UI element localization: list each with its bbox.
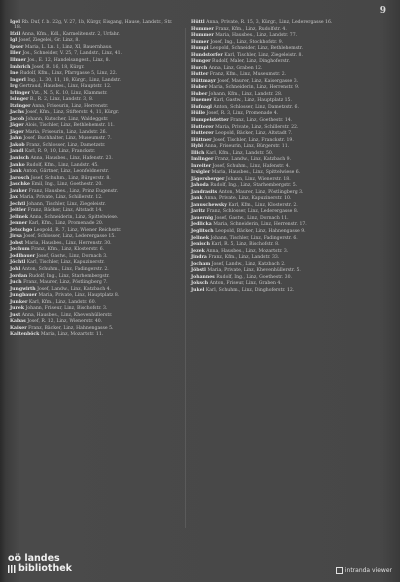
entry-text: Josef, Landw., Linz, Katzbach 2. bbox=[211, 261, 286, 267]
entry-name: Humer bbox=[191, 39, 209, 45]
directory-entry bbox=[191, 66, 386, 71]
directory-entry bbox=[191, 242, 386, 247]
directory-entry bbox=[10, 97, 180, 102]
entry-text: Maria, Linz, Mozartstr. 11. bbox=[40, 332, 104, 338]
directory-entry bbox=[191, 72, 386, 77]
entry-text: Karl, Schuhm., Linz, Dinghoferstr. 12. bbox=[205, 287, 295, 293]
entry-name: Jenner bbox=[10, 221, 28, 227]
entry-text: Franz, Schlosser, Linz, Lederergasse 8. bbox=[206, 209, 299, 215]
entry-name: Jukel bbox=[191, 287, 205, 293]
entry-text: Franz, Schlosser, Linz, Dametzstr. bbox=[26, 142, 106, 148]
entry-text: Josef, Schuhm., Linz, Hafenstr. 4. bbox=[212, 163, 291, 169]
directory-entry bbox=[191, 79, 386, 84]
entry-name: Humpl bbox=[191, 46, 209, 52]
entry-name: Kaltenböck bbox=[10, 332, 40, 338]
entry-text: Josef, Schlosser, Linz, Lederergasse 15. bbox=[23, 234, 116, 240]
library-bars-icon bbox=[8, 565, 16, 573]
directory-entry bbox=[10, 136, 180, 141]
directory-entry bbox=[191, 281, 386, 286]
entry-name: Hurch bbox=[191, 65, 208, 71]
entry-text: Maria, Schneiderin, Linz, Herrenstr. 9. bbox=[208, 85, 300, 91]
entry-name: Hüttner bbox=[191, 137, 212, 143]
directory-entry bbox=[10, 110, 180, 115]
directory-entry bbox=[10, 123, 180, 128]
directory-entry bbox=[191, 138, 386, 143]
directory-entry bbox=[10, 71, 180, 76]
entry-name: Irsigler bbox=[191, 170, 211, 176]
entry-text: Karl, Kfm., Linz, Promenade 20. bbox=[28, 221, 104, 227]
entry-name: Jäger bbox=[10, 129, 24, 135]
directory-entry bbox=[191, 249, 386, 254]
entry-name: Jöchtl bbox=[10, 260, 26, 266]
directory-entry bbox=[10, 280, 180, 285]
entry-name: Imlinger bbox=[191, 157, 214, 163]
entry-text: Maria, Hausbes., Linz, Herrenstr. 30. bbox=[24, 240, 112, 246]
entry-text: Karl, Kfm., Linz, Klosterstr. 2. bbox=[228, 202, 298, 208]
directory-entry bbox=[10, 78, 180, 83]
entry-name: Kabas bbox=[10, 319, 26, 325]
entry-name: Jeglitsch bbox=[191, 229, 214, 234]
entry-text: Maria, Friseurin, Linz, Landstr. 26. bbox=[25, 129, 108, 135]
entry-text: Rudolf, Ing., Linz, Starhembergstr. bbox=[28, 273, 110, 279]
entry-text: Karl, Gastw., Linz, Hauptplatz 15. bbox=[213, 98, 292, 104]
directory-entry bbox=[191, 236, 386, 241]
page-number: 9 bbox=[379, 6, 386, 16]
directory-entry bbox=[10, 247, 180, 252]
directory-entry bbox=[10, 38, 180, 43]
entry-name: Jakob bbox=[10, 142, 25, 148]
directory-entry bbox=[10, 326, 180, 331]
entry-text: Anna, Friseurin, Linz, Bürgerstr. 11. bbox=[204, 144, 290, 150]
viewer-icon bbox=[336, 567, 343, 574]
entry-text: Ing., L. 30, 11, 18, Kürgr., Linz, Landstr. bbox=[27, 77, 121, 83]
entry-name: Ine bbox=[10, 71, 19, 77]
entry-text: Karl, Kfm., Linz, Landstr. 60. bbox=[28, 299, 97, 305]
entry-name: Jelinek bbox=[10, 214, 29, 220]
directory-entry bbox=[10, 143, 180, 148]
entry-name: Hülle bbox=[191, 111, 206, 117]
directory-entry bbox=[10, 163, 180, 168]
entry-text: Maria, Private, Linz, Hauptplatz 8. bbox=[38, 293, 120, 299]
directory-entry bbox=[10, 117, 180, 122]
entry-text: Franz, Hausbes., Linz, Prinz Eugenstr. bbox=[28, 188, 119, 194]
entry-text: Karl, Tischler, Linz, Kapuzinerstr. bbox=[26, 260, 105, 266]
entry-name: Hüttl bbox=[191, 20, 205, 25]
directory-entry bbox=[10, 208, 180, 213]
entry-name: Jägersberger bbox=[191, 176, 225, 182]
directory-entry bbox=[191, 46, 386, 51]
entry-text: Josef, Schuhm., Linz, Bürgerstr. 8. bbox=[30, 175, 111, 181]
directory-entry bbox=[191, 33, 386, 38]
entry-text: Franz, Kfm., Linz, Landstr. 33. bbox=[208, 255, 280, 261]
library-logo-line2: bibliothek bbox=[18, 563, 72, 574]
entry-text: Karl, Kfm., Linz, Landstr. 50. bbox=[206, 150, 274, 156]
directory-entry bbox=[10, 169, 180, 174]
entry-text: Anna, Friseurin, Linz, Herrenstr. bbox=[32, 103, 109, 109]
entry-text: Josef, Ing., Linz, Stockhofstr. 9. bbox=[210, 39, 284, 45]
directory-entry bbox=[10, 287, 180, 292]
entry-text: Franz, Kfm., Linz, Rudolfstr. 4. bbox=[215, 26, 287, 32]
entry-name: Hunger bbox=[191, 59, 211, 65]
entry-name: Hutterer bbox=[191, 131, 214, 137]
entry-text: Maria, Hausbes., Linz, Landstr. 77. bbox=[215, 33, 298, 39]
entry-name: Irg bbox=[10, 84, 18, 90]
entry-name: Jaritz bbox=[191, 209, 206, 215]
entry-name: Hundstorfer bbox=[191, 52, 223, 58]
directory-entry bbox=[191, 157, 386, 162]
directory-entry bbox=[191, 59, 386, 64]
entry-name: Jobst bbox=[10, 240, 24, 246]
entry-name: Irlinger bbox=[10, 90, 30, 96]
entry-name: Iller bbox=[10, 51, 21, 57]
entry-name: Jarosch bbox=[10, 175, 30, 181]
entry-text: Anton, Maurer, Linz, Pöstlingberg 3. bbox=[218, 189, 304, 195]
entry-name: Jank bbox=[10, 169, 22, 175]
entry-text: Josef, Maurer, Linz, Kaisergasse 3. bbox=[217, 78, 299, 84]
directory-entry bbox=[10, 65, 180, 70]
entry-text: Rudolf, Maler, Linz, Dinghoferstr. bbox=[212, 59, 290, 65]
entry-name: Jandl bbox=[10, 149, 24, 155]
entry-text: Franz, Bäcker, Linz, Altstadt 14. bbox=[27, 208, 103, 214]
entry-name: Hutterer bbox=[191, 124, 214, 130]
directory-entry bbox=[10, 149, 180, 154]
entry-text: Rudolf, Kfm., Linz, Landstr. 45. bbox=[26, 162, 99, 168]
directory-entry bbox=[10, 176, 180, 181]
directory-entry bbox=[191, 40, 386, 45]
entry-name: Janko bbox=[10, 162, 25, 168]
entry-name: Ifzil bbox=[10, 31, 21, 37]
directory-entry bbox=[191, 196, 386, 201]
entry-name: Ipser bbox=[10, 44, 24, 50]
entry-name: Jungwirth bbox=[10, 286, 36, 292]
entry-name: Imbrich bbox=[10, 64, 31, 70]
directory-entry bbox=[10, 84, 180, 89]
entry-name: Johannes bbox=[191, 274, 215, 280]
entry-text: Rb. Duf, f. b. 22g, V. 27, 1b, Kürgr, Eisgang, Hause, Landstr., Str. 18. bbox=[14, 20, 173, 31]
entry-text: Karl, R. 9, 10, Linz, Franckstr. bbox=[24, 149, 96, 155]
entry-name: Jezek bbox=[191, 248, 205, 254]
entry-name: Jechtl bbox=[10, 201, 26, 207]
entry-text: Anna, Hausbes., Linz, Mozartstr. 3. bbox=[206, 248, 289, 254]
directory-entry bbox=[191, 268, 386, 273]
directory-entry bbox=[191, 190, 386, 195]
entry-name: Isinger bbox=[10, 97, 29, 103]
directory-entry bbox=[10, 215, 180, 220]
directory-entry bbox=[191, 131, 386, 136]
viewer-badge[interactable] bbox=[336, 567, 392, 574]
entry-name: Juch bbox=[10, 280, 22, 286]
entry-name: Jäger bbox=[10, 123, 24, 129]
directory-entry bbox=[191, 216, 386, 221]
entry-name: Jandrasits bbox=[191, 189, 218, 195]
entry-text: Maria, Private, Linz, Schillerstr. 12. bbox=[19, 195, 103, 201]
entry-text: Jos., E. 12, Handelsangest., Linz, 8. bbox=[27, 58, 111, 63]
entry-text: Leopold, R. 7, Linz, Wiener Reichsstr. bbox=[33, 227, 122, 233]
entry-name: Jodlbauer bbox=[10, 253, 36, 259]
directory-entry bbox=[191, 118, 386, 123]
directory-entry bbox=[191, 20, 386, 25]
entry-name: Hummer bbox=[191, 26, 214, 32]
entry-text: Josef, R. 12, Linz, Wienerstr. 40. bbox=[27, 319, 103, 325]
library-logo bbox=[8, 554, 72, 574]
entry-name: Jachs bbox=[10, 110, 24, 116]
directory-entry bbox=[10, 202, 180, 207]
directory-entry bbox=[191, 262, 386, 267]
entry-text: Franz, Kfm., Linz, Klosterstr. 6. bbox=[31, 247, 105, 253]
entry-name: Jedlicka bbox=[191, 222, 212, 228]
entry-text: Johann, Kfm., Linz, Landstr. 28. bbox=[208, 91, 283, 97]
directory-entry bbox=[10, 91, 180, 96]
entry-text: Alois, Tischler, Linz, Bethlehemstr. 11. bbox=[25, 123, 115, 129]
directory-entry bbox=[10, 274, 180, 279]
entry-text: Jos., Schneider, V. 25, 7, Landstr., Linz, 41. bbox=[22, 51, 123, 57]
entry-name: Jungbauer bbox=[10, 293, 37, 299]
entry-text: Josef, Gastw., Linz, Dornach 11. bbox=[214, 215, 289, 221]
entry-text: Josef, Tischler, Linz, Franckstr. 19. bbox=[213, 137, 294, 143]
entry-text: Josef, Gastw., Linz, Dornach 3. bbox=[36, 253, 108, 259]
entry-text: Leopold, Bäcker, Linz, Altstadt 7. bbox=[215, 131, 293, 137]
entry-name: Ingerl bbox=[10, 77, 26, 83]
entry-text: Johann, Friseur, Linz, Bischofstr. 3. bbox=[25, 306, 108, 312]
entry-text: Franz, Kfm., Linz, Museumstr. 2. bbox=[209, 72, 287, 78]
directory-entry bbox=[191, 105, 386, 110]
directory-entry bbox=[10, 241, 180, 246]
entry-name: Itzinger bbox=[10, 103, 31, 109]
directory-entry bbox=[191, 53, 386, 58]
directory-entry bbox=[191, 275, 386, 280]
entry-text: Karl, Tischler, Linz, Ziegeleistr. 8. bbox=[224, 52, 303, 58]
directory-entry bbox=[10, 156, 180, 161]
entry-text: Anna, Linz, Graben 12. bbox=[208, 65, 263, 71]
entry-name: Illich bbox=[191, 150, 205, 156]
entry-name: Jauker bbox=[10, 188, 28, 194]
entry-text: Anna, Private, Linz, Kapuzinerstr. 10. bbox=[204, 196, 292, 202]
entry-name: Huemer bbox=[191, 98, 212, 104]
directory-entry bbox=[191, 183, 386, 188]
entry-name: Jax bbox=[10, 195, 18, 201]
entry-text: Franz, Linz, Goethestr. 14. bbox=[230, 117, 293, 123]
entry-name: Jaschke bbox=[10, 182, 30, 188]
entry-name: Jenisch bbox=[191, 242, 210, 248]
directory-entry bbox=[10, 32, 180, 37]
directory-entry bbox=[10, 104, 180, 109]
entry-name: Huber bbox=[191, 91, 208, 97]
entry-text: Josef, Buchhalter, Linz, Museumstr. 7. bbox=[23, 136, 112, 142]
directory-entry bbox=[10, 189, 180, 194]
entry-text: Anna, Hausbes., Linz, Hafenstr. 23. bbox=[30, 155, 113, 161]
entry-text: Johann, Linz, Wienerstr. 18. bbox=[225, 176, 291, 182]
directory-entry bbox=[10, 313, 180, 318]
entry-name: Januschewsky bbox=[191, 202, 227, 208]
directory-entry bbox=[191, 209, 386, 214]
entry-name: Huber bbox=[191, 85, 208, 91]
entry-text: Johann, Tischler, Linz, Fadingerstr. 6. bbox=[210, 235, 298, 241]
directory-entry bbox=[191, 203, 386, 208]
directory-entry bbox=[10, 58, 180, 63]
entry-text: Rudolf, Ing., Linz, Starhembergstr. 5. bbox=[210, 183, 298, 189]
entry-name: Jahn bbox=[10, 136, 22, 142]
entry-name: Illmer bbox=[10, 58, 26, 63]
entry-text: Gertraud, Hausbes., Linz, Hauptstr. 12. bbox=[19, 84, 112, 90]
directory-entry bbox=[10, 221, 180, 226]
entry-text: Rudolf, Kfm., Linz, Pfarrgasse 5, Linz, 22. bbox=[19, 71, 118, 77]
entry-text: Anton, Schuhm., Linz, Fadingerstr. 2. bbox=[21, 267, 109, 272]
entry-name: Hüttmayr bbox=[191, 78, 216, 84]
directory-entry bbox=[10, 234, 180, 239]
entry-text: Josef, Ziegelei, Gr. Linz, 8. bbox=[18, 38, 80, 44]
directory-entry bbox=[10, 293, 180, 298]
directory-entry bbox=[191, 177, 386, 182]
entry-text: Karl, R. 5, Linz, Bischofstr. 8. bbox=[211, 242, 280, 248]
entry-name: Hutter bbox=[191, 72, 209, 78]
directory-entry bbox=[10, 182, 180, 187]
column-divider bbox=[185, 28, 186, 528]
directory-entry bbox=[10, 332, 180, 337]
entry-name: Jindra bbox=[191, 255, 207, 261]
entry-name: Kaiser bbox=[10, 325, 27, 331]
entry-text: Josef, Landw., Linz, Katzbach 4. bbox=[37, 286, 112, 292]
entry-text: Anna, Hausbes., Linz, Khevenhüllerstr. bbox=[21, 312, 113, 318]
entry-text: Josef, R. 16, 18, Kürgr. bbox=[32, 64, 85, 70]
entry-text: Anton, Gärtner, Linz, Leonfeldnerstr. bbox=[23, 169, 110, 175]
entry-text: Leopold, Bäcker, Linz, Hahnengasse 9. bbox=[215, 229, 306, 234]
directory-entry bbox=[10, 254, 180, 259]
entry-text: Maria, Private, Linz, Khevenhüllerstr. 5. bbox=[207, 268, 301, 274]
entry-name: Inreiter bbox=[191, 163, 212, 169]
entry-name: Jeitler bbox=[10, 208, 27, 214]
directory-entry bbox=[10, 300, 180, 305]
directory-entry bbox=[191, 98, 386, 103]
entry-text: Franz, Bäcker, Linz, Hahnengasse 5. bbox=[28, 325, 114, 331]
directory-entry bbox=[191, 85, 386, 90]
directory-entry bbox=[191, 151, 386, 156]
entry-text: Leopold, Schneider, Linz, Bethlehemstr. bbox=[209, 46, 303, 52]
entry-name: Jacob bbox=[10, 116, 25, 122]
entry-name: Jöbstl bbox=[191, 268, 206, 274]
entry-name: Hufnagl bbox=[191, 104, 212, 110]
entry-name: Jauernig bbox=[191, 215, 214, 221]
entry-text: B., R. 2, Linz, Landstr. 3, 8. bbox=[29, 97, 94, 103]
entry-name: Igel bbox=[10, 20, 21, 25]
entry-name: Jelinek bbox=[191, 235, 210, 241]
entry-text: Franz, Maurer, Linz, Pöstlingberg 7. bbox=[23, 280, 108, 286]
entry-name: Just bbox=[10, 312, 21, 318]
directory-entry bbox=[10, 20, 180, 31]
directory-entry bbox=[191, 222, 386, 227]
right-column bbox=[191, 20, 386, 542]
entry-name: Humpelstetter bbox=[191, 117, 229, 123]
directory-entry bbox=[191, 144, 386, 149]
entry-name: Hybl bbox=[191, 144, 203, 150]
entry-text: Anna, Private, R. 15, 3, Kürgr., Linz, Lederergasse 16. bbox=[206, 20, 333, 25]
entry-name: Jocham bbox=[191, 261, 211, 267]
entry-text: Franz, Landw., Linz, Katzbach 9. bbox=[214, 157, 292, 163]
entry-text: Maria, Hausbes., Linz, Spittelwiese 6. bbox=[211, 170, 301, 176]
directory-entry bbox=[10, 45, 180, 50]
entry-text: Johann, Tischler, Linz, Ziegeleistr. bbox=[26, 201, 106, 207]
entry-name: Jurek bbox=[10, 306, 25, 312]
directory-entry bbox=[10, 228, 180, 233]
entry-text: Anton, Friseur, Linz, Graben 4. bbox=[209, 281, 282, 287]
entry-text: Anna, Schneiderin, Linz, Spittelwiese. bbox=[29, 214, 119, 220]
entry-name: Jochum bbox=[10, 247, 30, 253]
directory-entry bbox=[10, 319, 180, 324]
entry-text: Maria, Private, Linz, Schillerstr. 22. bbox=[215, 124, 299, 130]
entry-name: Joksch bbox=[191, 281, 209, 287]
directory-entry bbox=[10, 195, 180, 200]
library-logo-line1: oö landes bbox=[8, 553, 60, 564]
directory-entry bbox=[10, 51, 180, 56]
entry-name: Hummer bbox=[191, 33, 214, 39]
directory-entry bbox=[191, 92, 386, 97]
entry-text: Maria, L. Ln. 1, Linz, XI, Bauernhaus. bbox=[24, 44, 113, 50]
directory-entry bbox=[191, 170, 386, 175]
directory-entry bbox=[191, 255, 386, 260]
entry-text: Josef, Kfm., Linz, Stifterstr. 4, 11, Kürgr. bbox=[25, 110, 120, 116]
directory-entry bbox=[10, 260, 180, 265]
entry-text: Maria, Schneiderin, Linz, Herrenstr. 17. bbox=[213, 222, 307, 228]
entry-text: Rudolf, Ing., Linz, Goethestr. 30. bbox=[216, 274, 292, 280]
directory-entry bbox=[191, 288, 386, 293]
directory-entry bbox=[10, 130, 180, 135]
entry-name: Jank bbox=[191, 196, 203, 202]
entry-name: Janisch bbox=[10, 155, 29, 161]
entry-name: Johl bbox=[10, 267, 21, 272]
directory-entry bbox=[191, 111, 386, 116]
directory-entry bbox=[10, 267, 180, 272]
viewer-label: intranda viewer bbox=[344, 567, 392, 574]
entry-name: Jordan bbox=[10, 273, 28, 279]
entry-text: Anton, Schlosser, Linz, Dametzstr. 6. bbox=[213, 104, 299, 110]
entry-name: Igl bbox=[10, 38, 18, 44]
left-column bbox=[10, 20, 180, 542]
directory-entry bbox=[10, 306, 180, 311]
entry-text: Emil, Ing., Linz, Goethestr. 20. bbox=[31, 182, 103, 188]
entry-text: Vzt., N. 5, K. 10, Linz, Klammstr. bbox=[31, 90, 108, 96]
entry-name: Jetschgo bbox=[10, 227, 33, 233]
entry-name: Jahoda bbox=[191, 183, 209, 189]
entry-name: Junker bbox=[10, 299, 28, 305]
entry-text: Anna, Kfm., Kdl., Karmelitenstr. 2, Urfahr. bbox=[21, 31, 120, 37]
directory-entry bbox=[191, 125, 386, 130]
entry-name: Jirsa bbox=[10, 234, 22, 240]
directory-entry bbox=[191, 229, 386, 234]
directory-entry bbox=[191, 27, 386, 32]
entry-text: Johann, Kutscher, Linz, Waldeggstr. bbox=[25, 116, 109, 122]
directory-entry bbox=[191, 164, 386, 169]
entry-text: Josef, R. 3, Linz, Promenade 4. bbox=[206, 111, 279, 117]
